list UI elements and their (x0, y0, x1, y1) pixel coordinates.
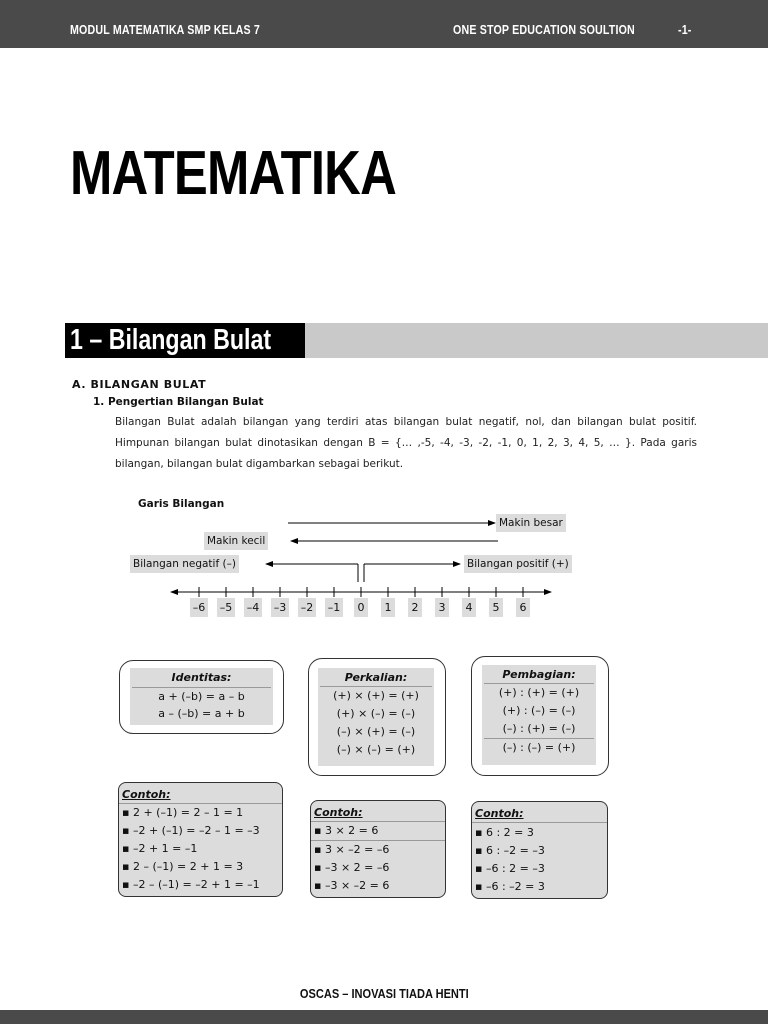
example-divider (119, 803, 283, 804)
example-box-pembagian (471, 801, 608, 899)
example-line: ▪ –6 : –2 = 3 (475, 880, 545, 893)
main-title: MATEMATIKA (70, 139, 396, 208)
rule-line: (+) : (–) = (–) (502, 704, 576, 717)
rule-line: (+) : (+) = (+) (498, 686, 580, 699)
header-module-title: MODUL MATEMATIKA SMP KELAS 7 (70, 22, 260, 37)
section-subheading: 1. Pengertian Bilangan Bulat (93, 396, 264, 408)
example-line: ▪ 6 : –2 = –3 (475, 844, 545, 857)
rule-line: (–) × (–) = (+) (336, 743, 416, 756)
example-divider (311, 840, 446, 841)
example-box-identitas (118, 782, 283, 897)
tick-label: 6 (516, 598, 530, 617)
example-title: Contoh: (122, 788, 171, 801)
rule-line: a + (–b) = a – b (158, 690, 245, 703)
rule-line: a – (–b) = a + b (158, 707, 245, 720)
section-paragraph: Bilangan Bulat adalah bilangan yang terdiri atas bilangan bulat negatif, nol, dan bilangan bulat positif. Himpunan bilangan bulat dinotasikan dengan B = {… ,-5, -4, -3, -2, -1, 0, 1, 2, 3, 4, 5, … }. Pada garis bilangan, bilangan bulat digambarkan sebagai berikut. (115, 416, 697, 470)
tick-label: 3 (435, 598, 449, 617)
tick-label: –3 (271, 598, 289, 617)
rule-title-perkalian: Perkalian: (344, 671, 408, 684)
tick-label: –5 (217, 598, 235, 617)
label-bilangan-positif: Bilangan positif (+) (464, 555, 572, 573)
example-line: ▪ 3 × 2 = 6 (314, 824, 379, 837)
example-title: Contoh: (314, 806, 363, 819)
number-line-title: Garis Bilangan (138, 498, 225, 510)
tick-label: –1 (325, 598, 343, 617)
chapter-title: 1 – Bilangan Bulat (65, 323, 305, 358)
tick-label: 1 (381, 598, 395, 617)
tick-label: 5 (489, 598, 503, 617)
rule-line: (–) × (+) = (–) (336, 725, 416, 738)
section-heading: A. BILANGAN BULAT (72, 378, 207, 391)
header-page-number: -1- (678, 22, 692, 37)
rule-line: (+) × (–) = (–) (336, 707, 416, 720)
tick-label: 0 (354, 598, 368, 617)
rule-line: (+) × (+) = (+) (333, 689, 419, 702)
tick-label: 4 (462, 598, 476, 617)
example-divider (472, 822, 608, 823)
example-line: ▪ 2 + (–1) = 2 – 1 = 1 (122, 806, 244, 819)
rule-divider-perkalian (320, 686, 432, 687)
example-line: ▪ –3 × 2 = –6 (314, 861, 390, 874)
rule-divider-pembagian (484, 683, 594, 684)
example-line: ▪ –3 × –2 = 6 (314, 879, 390, 892)
label-makin-kecil: Makin kecil (204, 532, 268, 550)
tick-label: –2 (298, 598, 316, 617)
rule-title-pembagian: Pembagian: (502, 668, 576, 681)
tick-label: 2 (408, 598, 422, 617)
rule-divider-pembagian-2 (484, 738, 594, 739)
footer-slogan: OSCAS – INOVASI TIADA HENTI (299, 986, 469, 1001)
rule-line: (–) : (+) = (–) (502, 722, 576, 735)
label-makin-besar: Makin besar (496, 514, 566, 532)
rule-title-identitas: Identitas: (171, 671, 232, 684)
rule-line: (–) : (–) = (+) (502, 741, 576, 754)
example-line: ▪ 6 : 2 = 3 (475, 826, 534, 839)
rule-divider-identitas (132, 687, 271, 688)
example-divider (311, 821, 446, 822)
example-box-perkalian (310, 800, 446, 898)
example-line: ▪ –2 – (–1) = –2 + 1 = –1 (122, 878, 260, 891)
footer-bar (0, 1010, 768, 1024)
example-line: ▪ 2 – (–1) = 2 + 1 = 3 (122, 860, 244, 873)
tick-label: –6 (190, 598, 208, 617)
example-line: ▪ –2 + 1 = –1 (122, 842, 198, 855)
example-title: Contoh: (475, 807, 524, 820)
label-bilangan-negatif: Bilangan negatif (–) (130, 555, 239, 573)
example-line: ▪ –6 : 2 = –3 (475, 862, 545, 875)
tick-label: –4 (244, 598, 262, 617)
example-line: ▪ –2 + (–1) = –2 – 1 = –3 (122, 824, 260, 837)
header-publisher: ONE STOP EDUCATION SOULTION (453, 22, 635, 37)
example-line: ▪ 3 × –2 = –6 (314, 843, 390, 856)
